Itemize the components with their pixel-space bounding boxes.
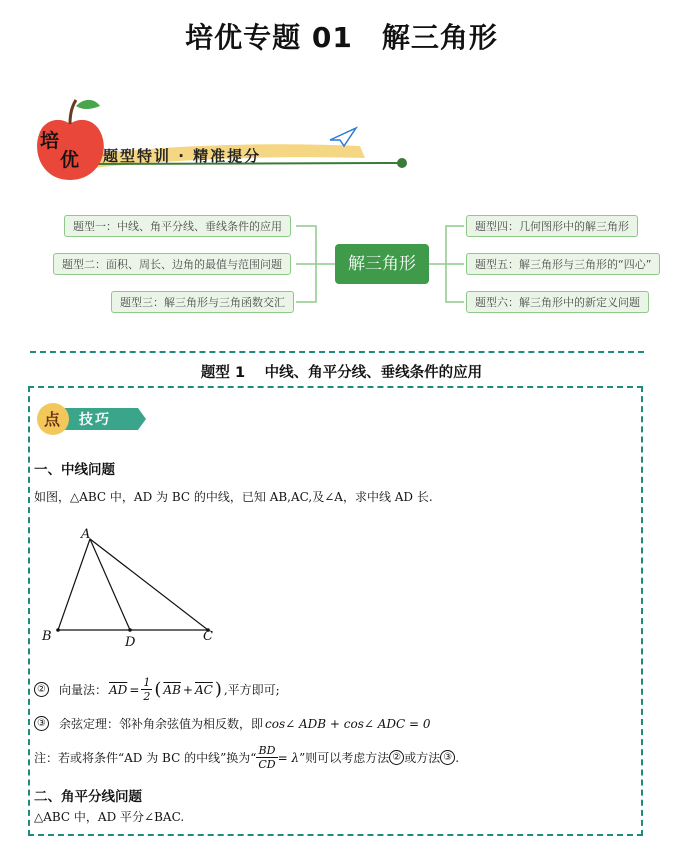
median-ad: [90, 539, 130, 630]
label-b: B: [42, 629, 52, 644]
mindmap-center: 解三角形: [335, 244, 429, 284]
method2-plus: +: [182, 682, 193, 697]
note-mid: 或方法: [404, 751, 441, 765]
note-prefix: 注：若或将条件“AD 为 BC 的中线”换为“: [34, 751, 257, 765]
note-frac: [256, 744, 277, 771]
part1-intro: 如图，△ABC 中，AD 为 BC 的中线，已知 AB,AC,及∠A，求中线 AD 长.: [34, 490, 433, 504]
mindmap-left-3: 题型三：解三角形与三角函数交汇: [111, 291, 294, 313]
tip-badge-label: 技巧: [79, 412, 111, 428]
banner-underline-dot: [397, 158, 407, 168]
method3-marker: ③: [34, 716, 49, 731]
method2-term1: $\overline{AB}$: [163, 682, 181, 697]
method3-formula: cos∠ ADB + cos∠ ADC = 0: [265, 716, 431, 731]
banner-graphic: [30, 88, 430, 188]
section-heading: 题型 1 中线、角平分线、垂线条件的应用: [200, 365, 483, 381]
note-m1: ②: [389, 750, 404, 765]
part2-heading: 二、角平分线问题: [34, 789, 142, 805]
triangle-figure: [38, 525, 228, 650]
note-frac-den: CD: [258, 758, 276, 771]
label-c: C: [203, 629, 213, 644]
apple-stem: [70, 100, 76, 124]
method2-lhs: $\overline{AD}$: [109, 682, 128, 697]
method2-frac: [141, 676, 152, 703]
method2-term2: $\overline{AC}$: [194, 682, 213, 697]
note-suffix-1: ”则可以考虑方法: [299, 751, 390, 765]
tip-badge-char: 点: [44, 410, 61, 429]
note-frac-rhs: = λ: [277, 750, 300, 765]
method2-frac-den: 2: [143, 690, 151, 703]
mindmap-left-2: 题型二：面积、周长、边角的最值与范围问题: [53, 253, 291, 275]
method2-marker: ②: [34, 682, 49, 697]
method2-frac-num: 1: [143, 676, 151, 689]
apple-char-2: 优: [60, 149, 80, 171]
note-m2: ③: [440, 750, 455, 765]
triangle-abc: [58, 539, 208, 630]
part1-heading: 一、中线问题: [34, 462, 115, 478]
method3-prefix: 余弦定理：邻补角余弦值为相反数，即: [59, 717, 264, 731]
page-title: 培优专题 01 解三角形: [185, 21, 498, 54]
method2-line: ② 向量法： $\overline{AD}$ = $\frac{1}{2}$ ( $\overline{AB}$ + $\overline{AC}$ ) ,平方即可;: [34, 676, 280, 703]
paper-plane-icon: [330, 128, 356, 146]
part2-intro: △ABC 中，AD 平分∠BAC.: [34, 810, 185, 824]
method2-eq: =: [129, 682, 140, 697]
mindmap-right-2: 题型五：解三角形与三角形的“四心”: [466, 253, 660, 275]
note-end: .: [455, 750, 460, 765]
note-frac-num: BD: [256, 744, 277, 758]
method2-prefix: 向量法：: [59, 683, 108, 697]
mindmap-left-1: 题型一：中线、角平分线、垂线条件的应用: [64, 215, 291, 237]
mindmap-right-3: 题型六：解三角形中的新定义问题: [466, 291, 649, 313]
section-divider: [30, 351, 644, 353]
banner-tagline: 题型特训 · 精准提分: [103, 147, 262, 165]
mindmap-right-1: 题型四：几何图形中的解三角形: [466, 215, 638, 237]
method3-line: [34, 715, 431, 732]
label-d: D: [125, 635, 136, 650]
apple-leaf: [76, 100, 100, 109]
apple-char-1: 培: [40, 130, 60, 152]
note-line: [34, 744, 459, 771]
label-a: A: [81, 527, 91, 542]
method2-suffix: ,平方即可;: [223, 683, 280, 697]
